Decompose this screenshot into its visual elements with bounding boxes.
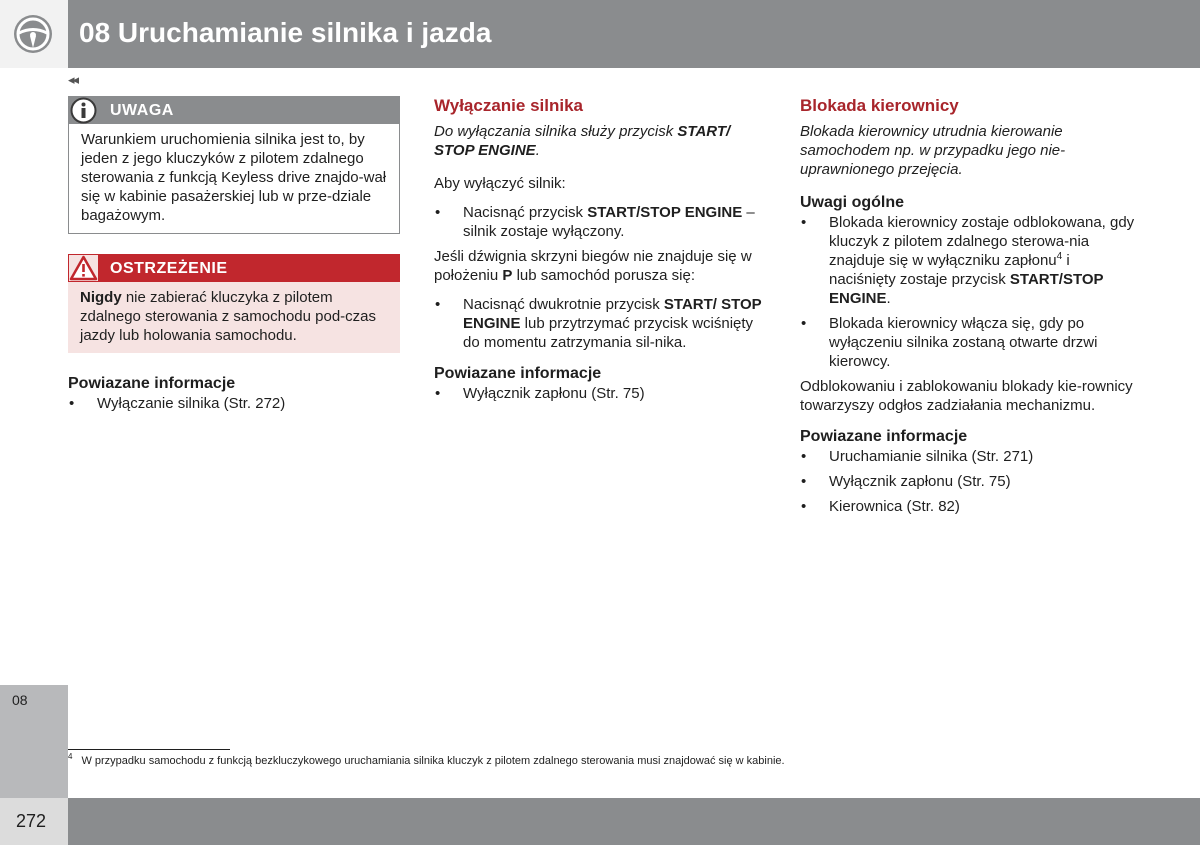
related-link[interactable]: • Wyłącznik zapłonu (Str. 75) <box>800 472 1140 491</box>
footnote-ref[interactable]: 4 <box>1056 251 1063 262</box>
section-heading: Blokada kierownicy <box>800 96 959 115</box>
related-link[interactable]: • Kierownica (Str. 82) <box>800 497 1140 516</box>
step-item <box>434 203 768 241</box>
mechanism-paragraph: Odblokowaniu i zablokowaniu blokady kie-rownicy towarzyszy odgłos zadziałania mechanizmu. <box>800 378 1133 414</box>
warning-rest: nie zabierać kluczyka z pilotem zdalnego sterowania z samochodu pod-czas jazdy lub holowania samochodu. <box>80 289 377 344</box>
page-title: 08 Uruchamianie silnika i jazda <box>79 17 492 48</box>
section-intro <box>434 122 768 160</box>
note-label: UWAGA <box>110 102 174 119</box>
condition-text <box>434 247 768 285</box>
related-heading: Powiazane informacje <box>68 375 236 392</box>
header-tab <box>0 0 68 68</box>
footnote-rule <box>68 749 230 750</box>
footnote-text: W przypadku samochodu z funkcją bezkluczykowego uruchamiania silnika kluczyk z pilotem zdalnego sterowania musi znajdować się w kabinie. <box>81 755 785 767</box>
intro-bold: START/ STOP ENGINE <box>434 123 731 159</box>
warning-label: OSTRZEŻENIE <box>110 260 228 277</box>
section-heading: Wyłączanie silnika <box>434 96 583 115</box>
intro-suffix: . <box>535 142 540 159</box>
condition-bold: P <box>502 267 513 284</box>
section-intro: Blokada kierownicy utrudnia kierowanie samochodem np. w przypadku jego nie-uprawnionego przejęcia. <box>800 123 1066 178</box>
condition-prefix: Jeśli dźwignia skrzyni biegów nie znajduje się w położeniu <box>434 248 752 284</box>
steering-wheel-icon <box>13 14 53 54</box>
column-3 <box>800 96 1140 522</box>
note-box <box>68 96 400 234</box>
step-bold: START/ STOP ENGINE <box>463 296 762 332</box>
step-text: Nacisnąć przycisk <box>463 204 588 221</box>
general-item: • Blokada kierownicy włącza się, gdy po wyłączeniu silnika zostaną otwarte drzwi kierowcy. <box>800 314 1140 371</box>
column-2 <box>434 96 768 409</box>
general-text: Blokada kierownicy zostaje odblokowana, gdy kluczyk z pilotem zdalnego sterowa-nia znajduje się w wyłączniku zapłonu <box>829 214 1135 269</box>
general-heading: Uwagi ogólne <box>800 194 904 211</box>
note-text: Warunkiem uruchomienia silnika jest to, by jeden z jego kluczyków z pilotem zdalnego sterowania z funkcją Keyless drive znajdo-wał się w kabinie pasażerskiej lub w prze-dziale bagażowym. <box>68 124 400 234</box>
previous-page-icon[interactable]: ◂◂ <box>68 72 78 87</box>
warning-triangle-icon <box>69 255 98 281</box>
chapter-tab-label: 08 <box>12 692 28 708</box>
footnote-marker: 4 <box>68 752 73 762</box>
info-icon <box>70 97 97 124</box>
step-bold: START/STOP ENGINE <box>587 204 743 221</box>
intro-text: Do wyłączania silnika służy przycisk <box>434 123 678 140</box>
general-suffix: . <box>886 290 891 307</box>
general-item <box>800 213 1140 308</box>
related-heading: Powiazane informacje <box>434 365 602 382</box>
related-info-2 <box>434 364 768 403</box>
step-suffix: lub przytrzymać przycisk wciśnięty do momentu zatrzymania sil-nika. <box>463 315 754 351</box>
related-info-1 <box>68 374 400 413</box>
warning-bold: Nigdy <box>80 289 122 306</box>
column-1 <box>68 96 400 419</box>
related-info-3 <box>800 427 1140 516</box>
footnote <box>68 752 785 767</box>
step-item <box>434 295 768 352</box>
step-text: Nacisnąć dwukrotnie przycisk <box>463 296 664 313</box>
warning-box <box>68 254 400 353</box>
general-bold: START/STOP ENGINE <box>829 271 1104 307</box>
warning-header <box>68 254 400 282</box>
step-intro: Aby wyłączyć silnik: <box>434 175 566 192</box>
footer-bar <box>68 798 1200 845</box>
related-heading: Powiazane informacje <box>800 428 968 445</box>
general-text-mid: i naciśnięty zostaje przycisk <box>829 252 1070 288</box>
page-number: 272 <box>16 811 47 831</box>
note-header <box>68 96 400 124</box>
chapter-tab[interactable] <box>0 685 68 798</box>
related-link[interactable]: • Wyłączanie silnika (Str. 272) <box>68 394 400 413</box>
warning-text <box>68 282 400 353</box>
step-suffix: – silnik zostaje wyłączony. <box>463 204 755 240</box>
related-link[interactable]: • Uruchamianie silnika (Str. 271) <box>800 447 1140 466</box>
condition-suffix: lub samochód porusza się: <box>512 267 696 284</box>
related-link[interactable]: • Wyłącznik zapłonu (Str. 75) <box>434 384 768 403</box>
